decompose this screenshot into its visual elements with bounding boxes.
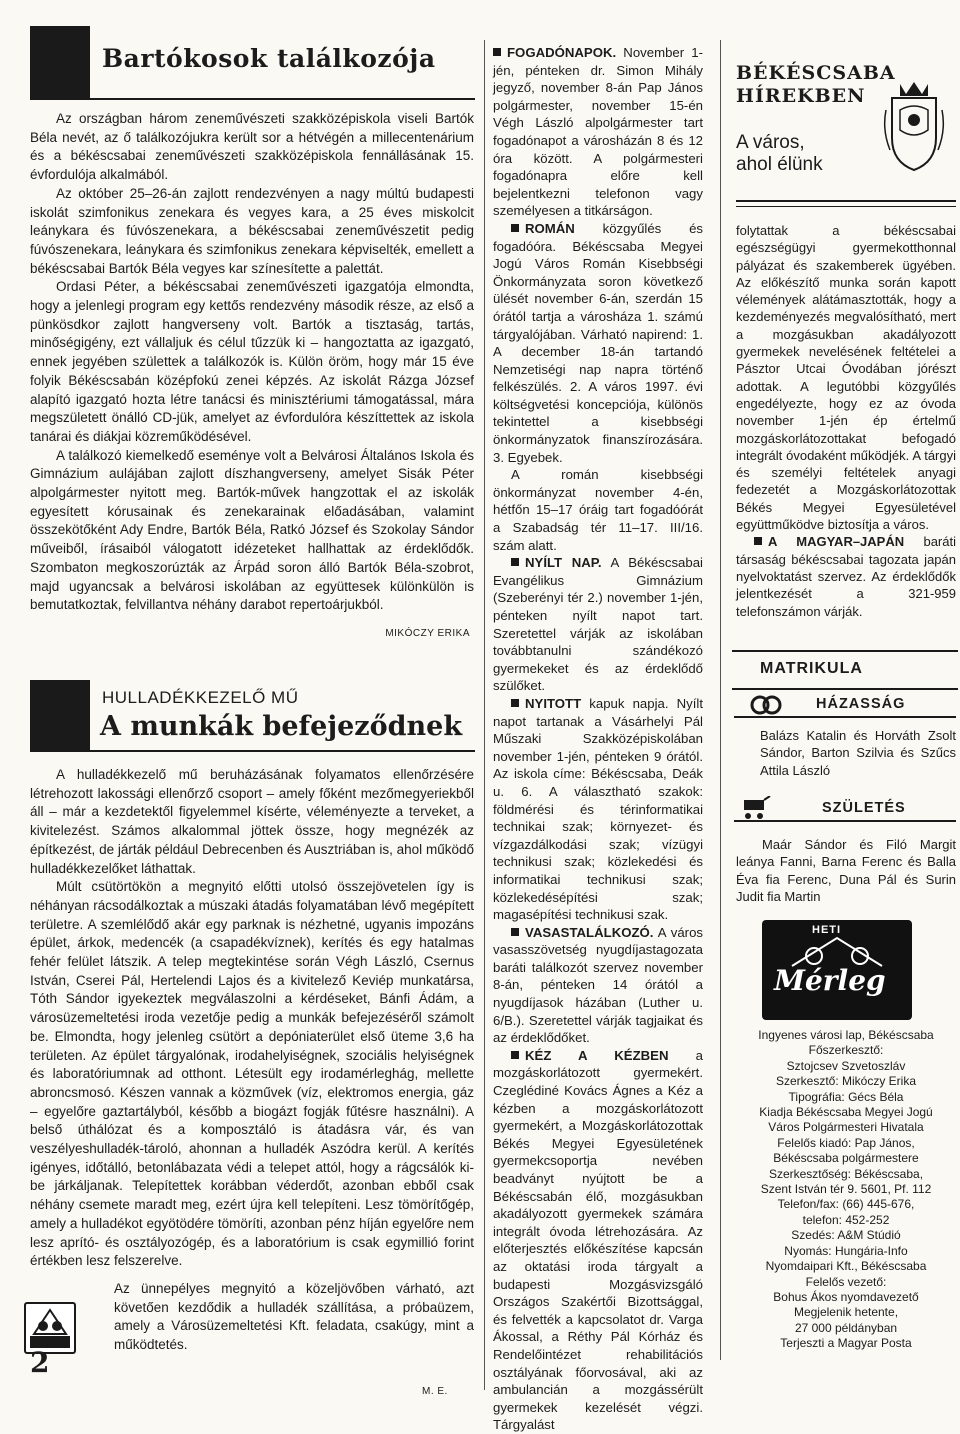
article2-paragraph: Az ünnepélyes megnyitó a közeljövőben várható, azt követően kezdődik a hulladék szállítása, a próbaüzem, amely a Városüzemeltetési Kft. feladata, csakúgy, mint a működtetés. [114, 1281, 474, 1353]
logo-heti: HETI [812, 924, 842, 936]
bullet-square-icon [511, 1051, 519, 1059]
imprint-line: Felelős kiadó: Pap János, [777, 1135, 915, 1150]
imprint-line: Főszerkesztő: [808, 1043, 884, 1058]
news-text: November 1-jén, pénteken dr. Simon Mihály jegyző, november 8-án Pap János polgármester, november 15-én Végh László alpolgármester tart fogadónapot a városházán 8 és 12 óra között. A polgármesteri fogadónapra előre kell bejelentkezni telefonon vagy személyesen a titkárságon. [493, 45, 703, 219]
article1-author: MIKÓCZY ERIKA [385, 627, 470, 639]
article2-body [30, 766, 474, 1271]
imprint-line: Nyomás: Hungária-Info [784, 1243, 908, 1258]
imprint-line: Nyomdaipari Kft., Békéscsaba [765, 1259, 927, 1274]
szuletes-text: Maár Sándor és Filó Margit leánya Fanni, Barna Ferenc és Balla Éva fia Ferenc, Duna Pál és Surin Judit fia Martin [736, 837, 956, 904]
imprint-line: Terjeszti a Magyar Posta [780, 1336, 912, 1351]
bekescsaba-hirekben-box [732, 40, 958, 210]
imprint-line: Sztojcsev Szvetoszláv [786, 1058, 906, 1073]
box-title-line: HÍREKBEN [736, 85, 866, 107]
pram-icon [736, 796, 806, 820]
column-divider [720, 40, 721, 1360]
page-number: 2 [30, 1346, 50, 1379]
szuletes-label: SZÜLETÉS [822, 800, 906, 816]
imprint-line: Tipográfia: Gécs Béla [788, 1089, 904, 1104]
news-column [493, 44, 703, 1434]
news-text: A város vasasszövetség nyugdíjastagozata baráti találkozót szervez november 8-án, pénteken 14 órától a nyugdíjasok házában (Luther u. 6/B.). Szeretettel várják tagjaikat és az érdeklődőket. [493, 924, 703, 1046]
news-item [736, 533, 956, 619]
column-divider [484, 40, 485, 1390]
news-lead: NYITOTT [525, 695, 582, 711]
news-lead: KÉZ A KÉZBEN [525, 1047, 669, 1063]
news-lead: FOGADÓNAPOK. [507, 45, 617, 60]
imprint-line: telefon: 452-252 [802, 1212, 890, 1227]
heti-merleg-logo [762, 920, 912, 1020]
tag-rule [734, 716, 956, 718]
rings-icon [736, 694, 800, 716]
scale-icon [26, 1304, 74, 1352]
article2-author: M. E. [422, 1386, 448, 1397]
news-lead: VASASTALÁLKOZÓ. [525, 924, 654, 940]
imprint-line: Telefon/fax: (66) 445-676, [777, 1197, 915, 1212]
hazassag-label: HÁZASSÁG [816, 696, 906, 712]
article2-closing [114, 1280, 474, 1355]
news-lead: NYÍLT NAP. [525, 555, 602, 571]
article2-header [30, 680, 475, 752]
news-lead: A MAGYAR–JAPÁN [768, 534, 905, 550]
imprint-line: 27 000 példányban [794, 1320, 898, 1335]
news-text: A Békéscsabai Evangélikus Gimnázium (Szeberényi tér 2.) november 1-jén, pénteken nyílt napot tart. Szeretettel várják az iskolában továbbtanulni szándékozó gyermekeket és az érdeklődő szülőket. [493, 555, 703, 694]
imprint-line: Felelős vezető: [805, 1274, 887, 1289]
szuletes-header [734, 798, 956, 822]
right-news [736, 222, 956, 620]
tag-rule [734, 820, 956, 822]
imprint-line: Szerkesztő: Mikóczy Erika [775, 1074, 917, 1089]
article1-paragraph: A találkozó kiemelkedő eseménye volt a Belvárosi Általános Iskola és Gimnázium aulájában zajlott díszhangverseny, amelyet Sisák Péter alpolgármester nyitott meg. Bartók-művek hangzottak el az iskolák egyesített kórusainak és zenekarainak előadásában, valamint összekötőként Ady Endre, Bartók Béla, Ratkó József és Szokolay Sándor műveiből, írásaiból válogatott idézeteket hallhattak az érdeklődők. Szombaton megkoszorúzták az Árpád soron álló Bartók Béla-szobrot, majd ugyancsak a belvárosi iskolában az együttesek különkülön is bemutatkoztak, felvillantva néhány darabot repertoárjukból. [30, 447, 474, 613]
header-rule [90, 750, 475, 752]
bullet-square-icon [511, 928, 519, 936]
news-item [493, 554, 703, 695]
bullet-square-icon [754, 537, 762, 545]
box-rule [736, 200, 956, 202]
news-list [493, 44, 703, 1434]
news-item [493, 466, 703, 554]
news-item [493, 924, 703, 1047]
bullet-square-icon [511, 224, 519, 232]
imprint-line: Szedés: A&M Stúdió [791, 1228, 901, 1243]
imprint-line: Szerkesztőség: Békéscsaba, [768, 1166, 924, 1181]
matrikula-title: MATRIKULA [760, 660, 863, 677]
coat-of-arms-icon [882, 80, 946, 172]
news-text: kapuk napja. Nyílt napot tartanak a Vásárhelyi Pál Műszaki Szakközépiskolában november 1-jén, pénteken 9 órától. Az iskola címe: Békéscsaba, Deák u. 6. A választható szakok: földmérési és térinformatikai technikai szak; környezet- és vízgazdálkodási szak; vízügyi technikusi szak; közlekedési és informatikai technikusi szak; közlekedésépítési szak; magasépítési technikusi szak. [493, 695, 703, 923]
hazassag-header [734, 694, 956, 718]
article1-title: Bartókosok találkozója [102, 44, 436, 73]
imprint-line: Kiadja Békéscsaba Megyei Jogú [759, 1105, 933, 1120]
imprint-line: Ingyenes városi lap, Békéscsaba [758, 1028, 934, 1042]
box-title-line: BÉKÉSCSABA [736, 62, 896, 84]
header-rule [90, 98, 475, 100]
news-item [493, 220, 703, 466]
imprint-line: Megjelenik hetente, [793, 1305, 899, 1320]
article1-paragraph: Ordasi Péter, a békéscsabai zeneművészeti igazgatója elmondta, hogy a jelenlegi program egy kettős rendezvény második része, az első a pünkösdkor zajlott hangverseny volt. Bartók a tisztaság, tartás, minőségigény, ezt vállaljuk és célul tűzzük ki – hangoztatta az igazgató, ennek jegyében születtek a találkozók is. Külön öröm, hogy már 15 éve folyik Békéscsabán középfokú zenei képzés. Az iskolát Rázga József alapító igazgató hozta létre tanácsi és minisztériumi támogatással, mára megszületett önálló CD-jük, amelyet az évfordulóra készíttettek az iskola tanárai és diákjai közreműködésével. [30, 279, 474, 444]
news-item [493, 1047, 703, 1434]
hazassag-text: Balázs Katalin és Horváth Zsolt Sándor, Barton Szilvia és Szűcs Attila László [760, 728, 956, 778]
news-lead: ROMÁN [525, 220, 575, 236]
news-text: A román kisebbségi önkormányzat november 4-én, hétfőn 15–17 óráig tart fogadóórát a Szabadság tér 11–17. III/16. szám alatt. [493, 467, 703, 553]
box-subtitle-line: A város, [736, 132, 805, 153]
news-text: a mozgáskorlátozott gyermekért. Czeglédiné Kovács Ágnes a Kéz a kézben a mozgáskorlátozott gyermekért, a Mozgáskorlátozottak Békés Megyei Egyesületének gyermekcsoportja nevében beadványt nyújtott be a Békéscsabán élő, mozgásukban akadályozott gyermekek számára integrált óvoda létrehozására. Az előterjesztés előkészítése kapcsán az oktatási iroda tárgyalt a budapesti Mozgásvizsgáló Országos Szakértői Bizottsággal, és felvették a kapcsolatot dr. Varga Ákossal, a Réthy Pál Kórház és Rendelőintézet rehabilitációs osztályának főorvosával, aki az ambulancián a mozgássérült gyermekek kezelését végzi. Tárgyalást [493, 1047, 704, 1433]
article1-body [30, 110, 474, 644]
box-rule [736, 206, 956, 207]
box-subtitle [736, 132, 823, 176]
article2-paragraph: Múlt csütörtökön a megnyitó előtti utolsó összejövetelen így is néhányan rácsodálkoztak a múszaki átadás folyamatában lévő megépített területre. A szemlélődő akár egy parknak is nézhetné, ugyanis impozáns épület, árkok, medencék (a csapadékvíznek), kerítés és egy hatalmas fehér felület látszik. A telep megtekintése során Végh László, Csernus István, Cserei Pál, Hertelendi Lajos és a kivitelező Keviép munkatársa, Tóth Sándor igyekeztek megválaszolni a kérdéseket, Bánfi Ádám, a városüzemeltetési iroda vezetője pedig a munkák befejezéséről számolt be. Elmondta, hogy jelenleg csütört a depóniaterület első üteme 3,6 ha területen. Az épület tárgyalónak, irodahelyiségnek, szociális helyiségnek és laboratóriumnak ad otthont. Létesült egy irodamérleghág, mellette abroncsmosó. Készen vannak a közművek (víz, elektromos energia, gáz – egyelőre gaztartályból, később a biogázt fogják fűtésre használni). A belső úthálózat és a komposztáló is átadásra vár, és van veszélyeshulladék-tároló, ahonnan a hulladék Aszódra kerül. A kerítés igényes, időtálló, betonlábazata védi a telepet attól, hogy a rágcsálók ki-be járkáljanak. Telepítettek korábban véderdőt, azonban ebből csak néhány csemete maradt meg, ezért újra kell telepíteni. Lesz tömörítőgép, amely a hulladékot egyötödére tömöríti, azonban pénz híján egyelőre nem lesz aprító- és osztályozógép, és a laboratórium is csak egymillió forint értékben lesz felszerelve. [30, 879, 474, 1269]
news-text: közgyűlés és fogadóóra. Békéscsaba Megyei Jogú Város Román Kisebbségi Önkormányzata soron következő ülését november 6-án, szerdán 15 órától tartja a városháza 1. számú tárgyalójában. Várható napirend: 1. A december 18-án tartandó Nemzetiségi nap napra történő felkészülés. 2. A város 1997. évi költségvetési koncepciója, különös tekintettel a kisebbségi önkormányzatok finanszírozására. 3. Egyebek. [493, 220, 703, 465]
imprint-line: Békéscsaba polgármestere [773, 1151, 919, 1166]
logo-merleg: Mérleg [774, 964, 886, 997]
news-item [493, 695, 703, 924]
article2-subtitle: HULLADÉKKEZELŐ MŰ [102, 688, 299, 707]
header-block [30, 26, 90, 100]
imprint-line: Szent István tér 9. 5601, Pf. 112 [760, 1182, 932, 1197]
matrikula-header [732, 650, 958, 690]
bullet-square-icon [493, 48, 501, 56]
news-text: baráti társaság békéscsabai tagozata japán nyelvoktatást szervez. Az érdeklődők jelentkezését a 321-959 telefonszámon várják. [736, 534, 956, 619]
box-subtitle-line: ahol élünk [736, 154, 823, 175]
bullet-square-icon [511, 558, 519, 566]
article1-paragraph: Az október 25–26-án zajlott rendezvényen a nagy múltú budapesti iskolát szimfonikus zenekara és vegyes kara, a 25 éves miskolcit leánykara és fúvószenekara, a békéscsabai zeneművészetit pedig fúvószenekara, leánykara és szimfonikus zenekara képviselték, emellett a békéscsabai Bartók Béla vegyes kar színesítette a palettát. [30, 185, 474, 276]
box-title [736, 62, 896, 108]
news-continuation: folytattak a békéscsabai egészségügyi gyermekotthonnal pályázat és szakemberek ügyében. Az előkészítő munka során kapott vélemények alátámasztották, hogy a kezdeményezés megvalósítható, mert a mozgásukban akadályozott gyermekek nevelésének feltételei a Pásztor Utcai Óvodában jórészt adottak. A legutóbbi közgyűlés engedélyezte, hogy ez az óvoda november 1-jén ép értelmű mozgáskorlátozottakat befogadó integrált óvodaként működjék. A tárgyi és személyi feltételek anyagi fedezetét a Mozgáskorlátozottak Békés Megyei Egyesületével együttműködve biztosítja a város. [736, 223, 956, 533]
article2-title: A munkák befejeződnek [100, 711, 463, 742]
bullet-square-icon [511, 699, 519, 707]
imprint-line: Bohus Ákos nyomdavezető [773, 1289, 919, 1304]
imprint [736, 1028, 956, 1352]
article1-header [30, 26, 475, 100]
header-block [30, 680, 90, 752]
article1-paragraph: Az országban három zeneművészeti szakközépiskola viseli Bartók Béla nevét, az ő találkozójukra került sor a hétvégén a millecentenárium és a békéscsabai zeneművészeti szakközépiskola fennállásának 15. évfordulója alkalmából. [30, 111, 474, 183]
news-item [493, 44, 703, 220]
imprint-line: Város Polgármesteri Hivatala [768, 1120, 924, 1135]
article2-paragraph: A hulladékkezelő mű beruházásának folyamatos ellenőrzésére létrehozott lakossági ellenőrző csoport – amely főként mezőmegyeriekből áll – már a kezdetektől figyelemmel kísérte, véleményezte a terveket, a kivitelezést. Számos alkalommal jöttek össze, hogy megnézék az építkezést, de járták például Debrecenben és Ausztriában is, ahol működő hulladékkezelőket láthattak. [30, 767, 474, 876]
